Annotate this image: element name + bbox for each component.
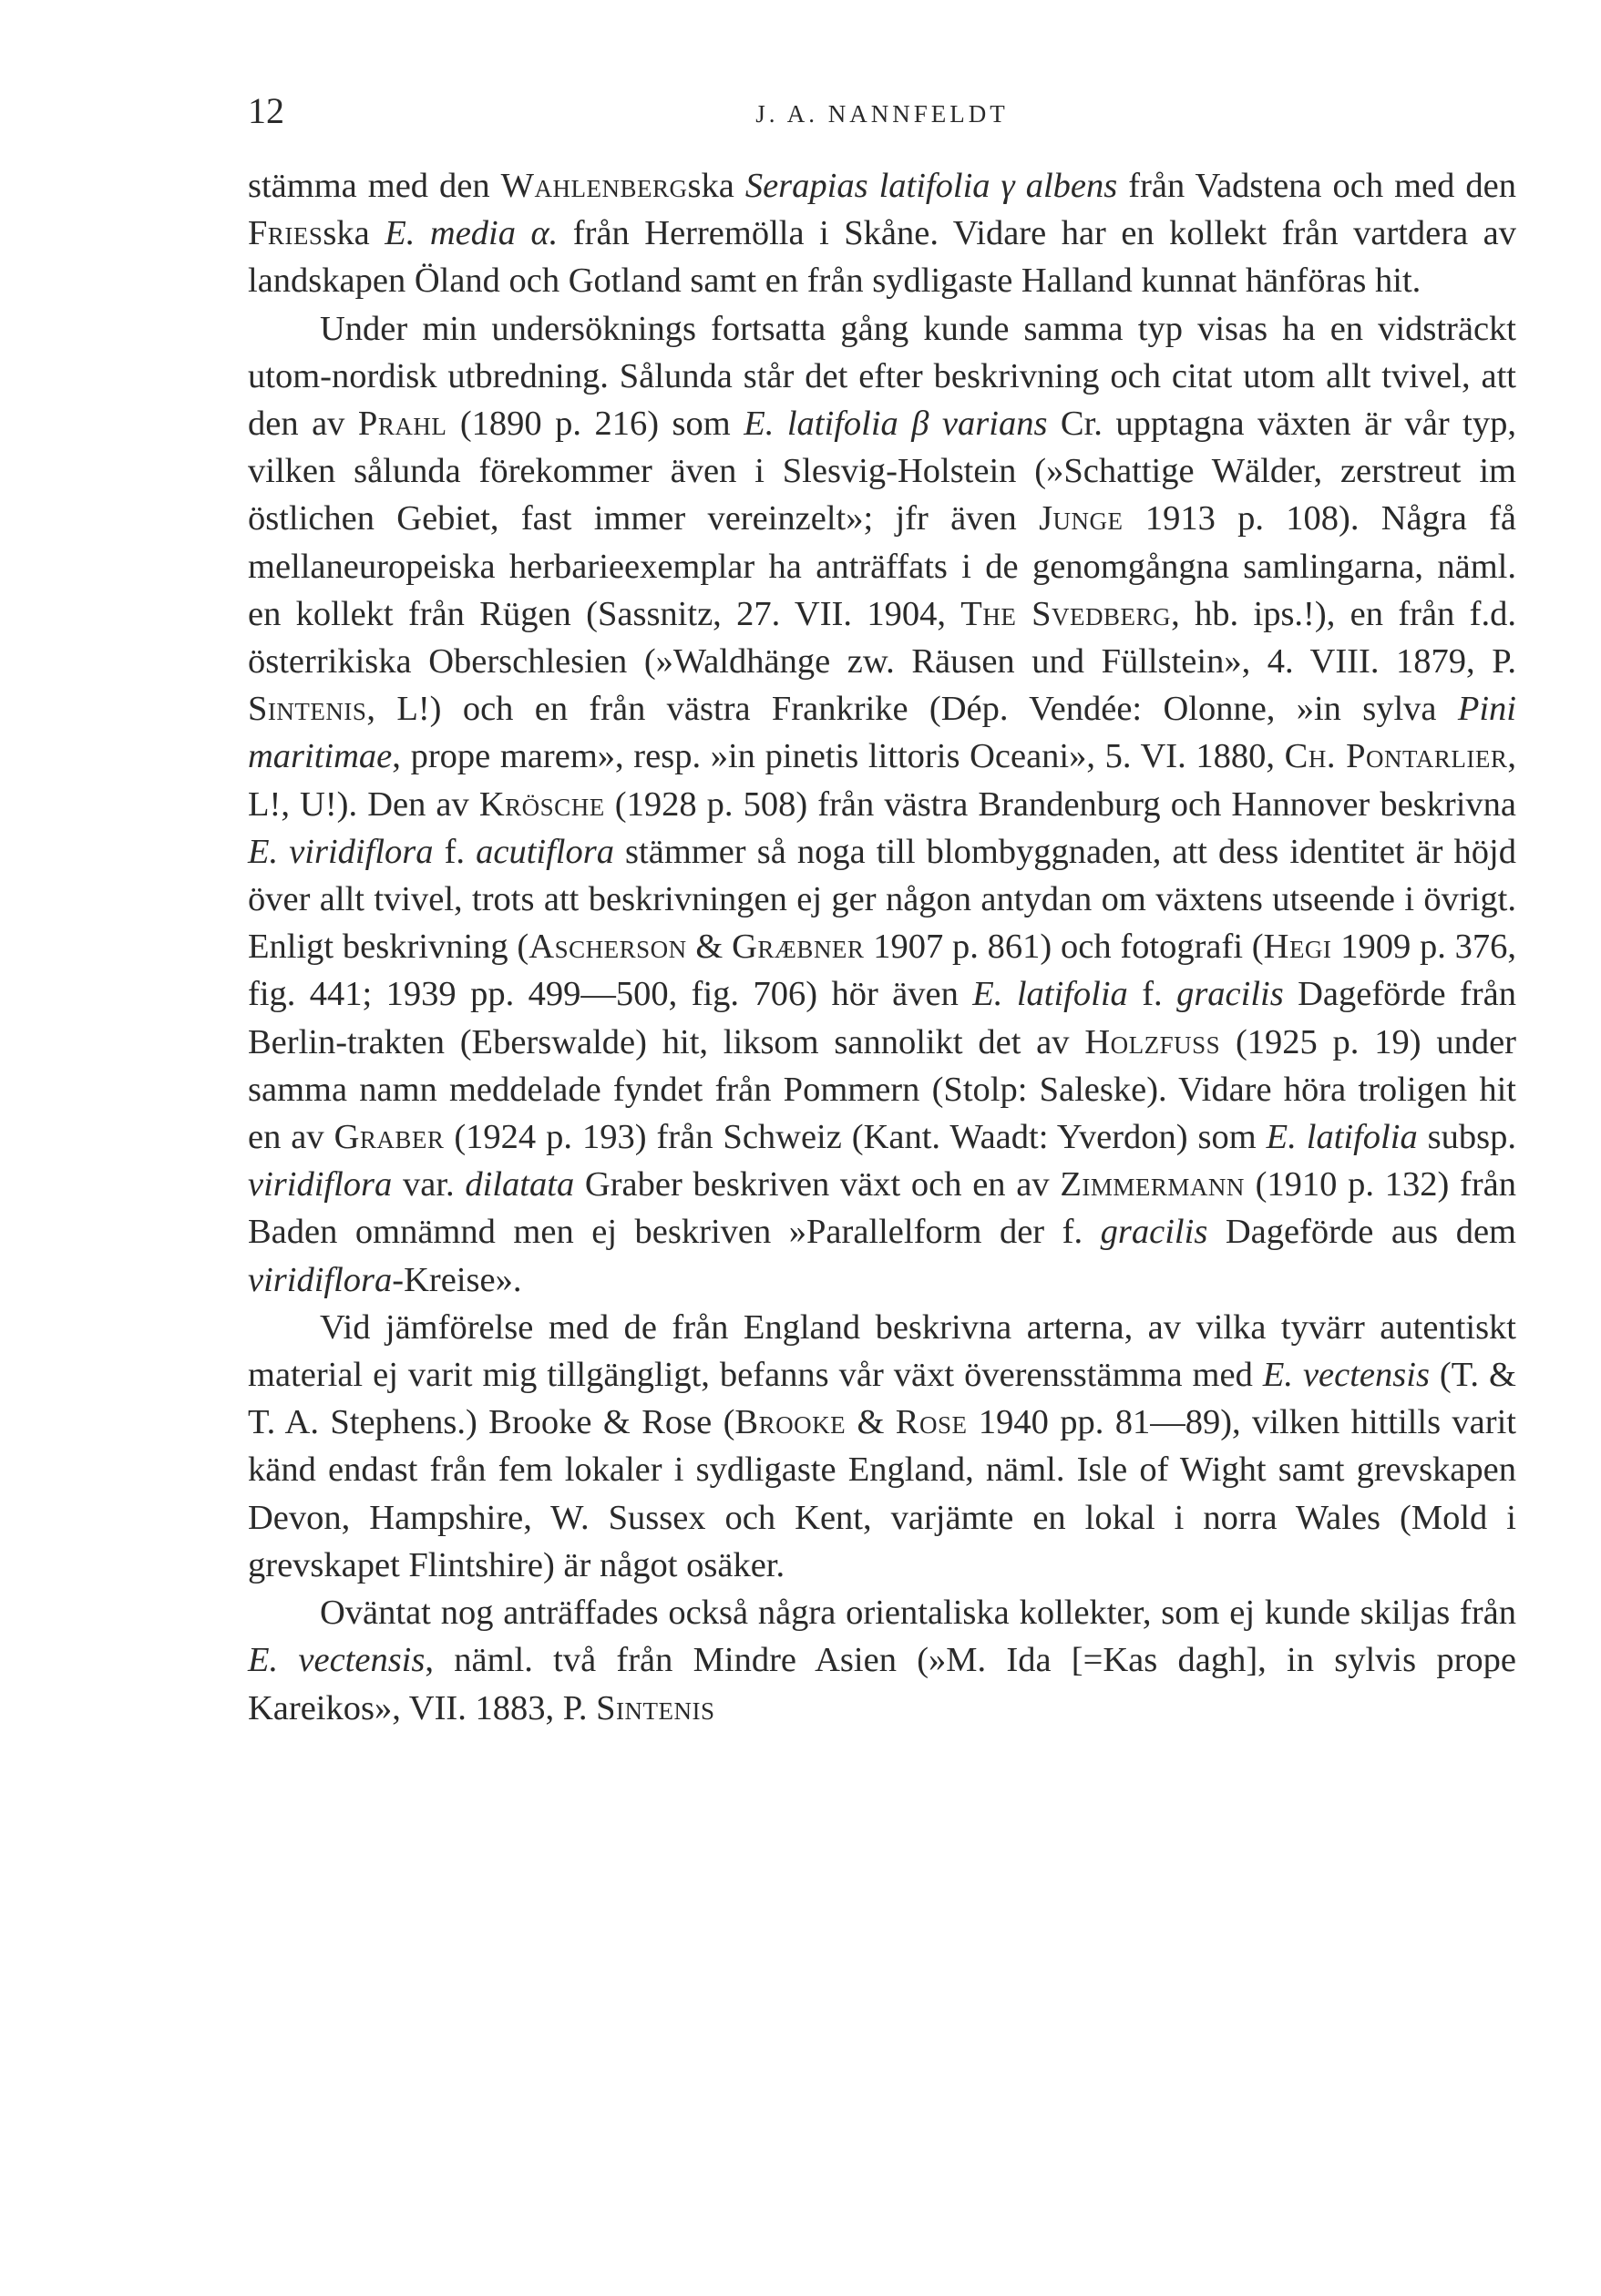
text-run: var. [392, 1165, 466, 1204]
text-run: & [846, 1403, 896, 1442]
author-name: Hegi [1263, 928, 1332, 967]
text-run: stämma med den [248, 167, 501, 205]
text-run: 1907 p. 861) och fotografi ( [864, 928, 1264, 967]
author-name: Sintenis [596, 1688, 715, 1727]
text-run: Vid jämförelse med de från England beskrivna arterna, av vilka tyvärr autentiskt material ej varit mig tillgängligt, befanns vår växt överensstämma med [248, 1307, 1516, 1395]
text-run: 1909 p. 376, fig. 441; 1939 pp. 499—500, fig. 706) hör även [248, 928, 1517, 1014]
taxon-name: E. media α. [385, 214, 559, 253]
text-run: (1890 p. 216) som [446, 405, 744, 444]
text-run: , näml. två från Mindre Asien (»M. Ida [=Kas dagh], in sylvis prope Kareikos», VII. 1883, P. [248, 1641, 1516, 1727]
author-name: Sintenis [248, 690, 367, 729]
author-name: Brooke [734, 1403, 847, 1442]
text-run: subsp. [1417, 1118, 1516, 1157]
paragraph [248, 1304, 1516, 1589]
taxon-name: Pini maritimae [248, 690, 1516, 776]
taxon-name: E. vectensis [1262, 1356, 1430, 1395]
taxon-name: E. viridiflora [248, 832, 434, 871]
taxon-name: viridiflora [248, 1260, 393, 1299]
taxon-name: E. latifolia [972, 975, 1128, 1014]
author-name: Græbner [732, 928, 865, 967]
taxon-name: acutiflora [476, 832, 614, 871]
text-run: Under min undersöknings fortsatta gång kunde samma typ visas ha en vidsträckt utom-nordisk utbredning. Sålunda står det efter beskrivning och citat utom allt tvivel, att den av [248, 309, 1516, 444]
text-run: Oväntat nog anträffades också några orientaliska kollekter, som ej kunde skiljas från [320, 1594, 1516, 1633]
taxon-name: E. latifolia β varians [744, 405, 1048, 444]
author-name: Fries [248, 214, 323, 253]
text-run: (T. & T. A. Stephens.) Brooke & Rose ( [248, 1356, 1516, 1442]
text-run: ska [687, 167, 745, 205]
text-run: 1940 pp. 81—89), vilken hittills varit känd endast från fem lokaler i sydligaste England, näml. Isle of Wight samt grevskapen Devon, Hampshire, W. Sussex och Kent, varjämte en lokal i norra Wales (Mold i grevskapet Flintshire) är något osäker. [248, 1403, 1516, 1584]
author-name: Holzfuss [1084, 1022, 1221, 1061]
author-name: Rose [895, 1403, 968, 1442]
taxon-name: gracilis [1100, 1213, 1208, 1252]
text-run: 1913 p. 108). Några få mellaneuropeiska herbarieexemplar ha anträffats i de genomgångna samlingarna, näml. en kollekt från Rügen (Sassnitz, 27. VII. 1904, [248, 499, 1517, 633]
text-run: , L!, U!). Den av [248, 737, 1516, 824]
paragraph [248, 1589, 1516, 1732]
author-name: Zimmermann [1060, 1165, 1245, 1204]
author-name: Graber [334, 1118, 445, 1157]
text-run: f. [433, 832, 477, 871]
author-name: Ascherson [529, 928, 687, 967]
author-name: The Svedberg [960, 594, 1172, 633]
paragraph [248, 162, 1516, 305]
paragraph [248, 305, 1516, 1304]
running-head: J. A. NANNFELDT [755, 100, 1009, 128]
author-name: Ch. Pontarlier [1284, 737, 1508, 776]
author-name: Junge [1039, 499, 1124, 538]
text-run: Graber beskriven växt och en av [574, 1165, 1061, 1204]
text-run: (1928 p. 508) från västra Brandenburg och Hannover beskrivna [604, 784, 1516, 824]
text-run: Dageförde från Berlin-trakten (Eberswalde) hit, liksom sannolikt det av [248, 975, 1516, 1061]
text-run: ska [323, 214, 385, 253]
text-run: , hb. ips.!), en från f.d. österrikiska Oberschlesien (»Waldhänge zw. Räusen und Füllstein», 4. VIII. 1879, P. [248, 594, 1516, 682]
text-run: stämmer så noga till blombyggnaden, att dess identitet är höjd över allt tvivel, trots att beskrivningen ej ger någon antydan om växtens utseende i övrigt. Enligt beskrivning ( [248, 832, 1516, 967]
text-run: (1925 p. 19) under samma namn meddelade fyndet från Pommern (Stolp: Saleske). Vidare höra troligen hit en av [248, 1022, 1516, 1157]
text-run: (1910 p. 132) från Baden omnämnd men ej beskriven »Parallelform der f. [248, 1165, 1516, 1252]
text-run: , L!) och en från västra Frankrike (Dép. Vendée: Olonne, »in sylva [366, 690, 1458, 729]
taxon-name: gracilis [1176, 975, 1284, 1014]
taxon-name: viridiflora [248, 1165, 393, 1204]
page-header [248, 84, 1516, 138]
body-text [248, 162, 1516, 1732]
text-run: & [686, 928, 733, 967]
author-name: Krösche [478, 784, 605, 824]
text-run: (1924 p. 193) från Schweiz (Kant. Waadt: Yverdon) som [444, 1118, 1267, 1157]
text-run: Cr. upptagna växten är vår typ, vilken sålunda förekommer även i Slesvig-Holstein (»Schattige Wälder, zerstreut im östlichen Gebiet, fast immer vereinzelt»; jfr även [248, 405, 1516, 538]
taxon-name: E. latifolia [1266, 1118, 1418, 1157]
taxon-name: E. vectensis [248, 1641, 426, 1680]
taxon-name: Serapias latifolia γ albens [744, 167, 1118, 205]
page-number: 12 [248, 90, 284, 131]
author-name: Wahlenberg [500, 167, 688, 205]
author-name: Prahl [357, 405, 447, 444]
text-run: från Herremölla i Skåne. Vidare har en kollekt från vartdera av landskapen Öland och Gotland samt en från sydligaste Halland kunnat hänföras hit. [248, 214, 1516, 301]
text-run: från Vadstena och med den [1117, 167, 1517, 205]
text-run: -Kreise». [392, 1260, 522, 1299]
text-run: , prope marem», resp. »in pinetis littoris Oceani», 5. VI. 1880, [392, 737, 1285, 776]
text-run: f. [1127, 975, 1177, 1014]
taxon-name: dilatata [465, 1165, 575, 1204]
text-run: Dageförde aus dem [1207, 1213, 1516, 1252]
